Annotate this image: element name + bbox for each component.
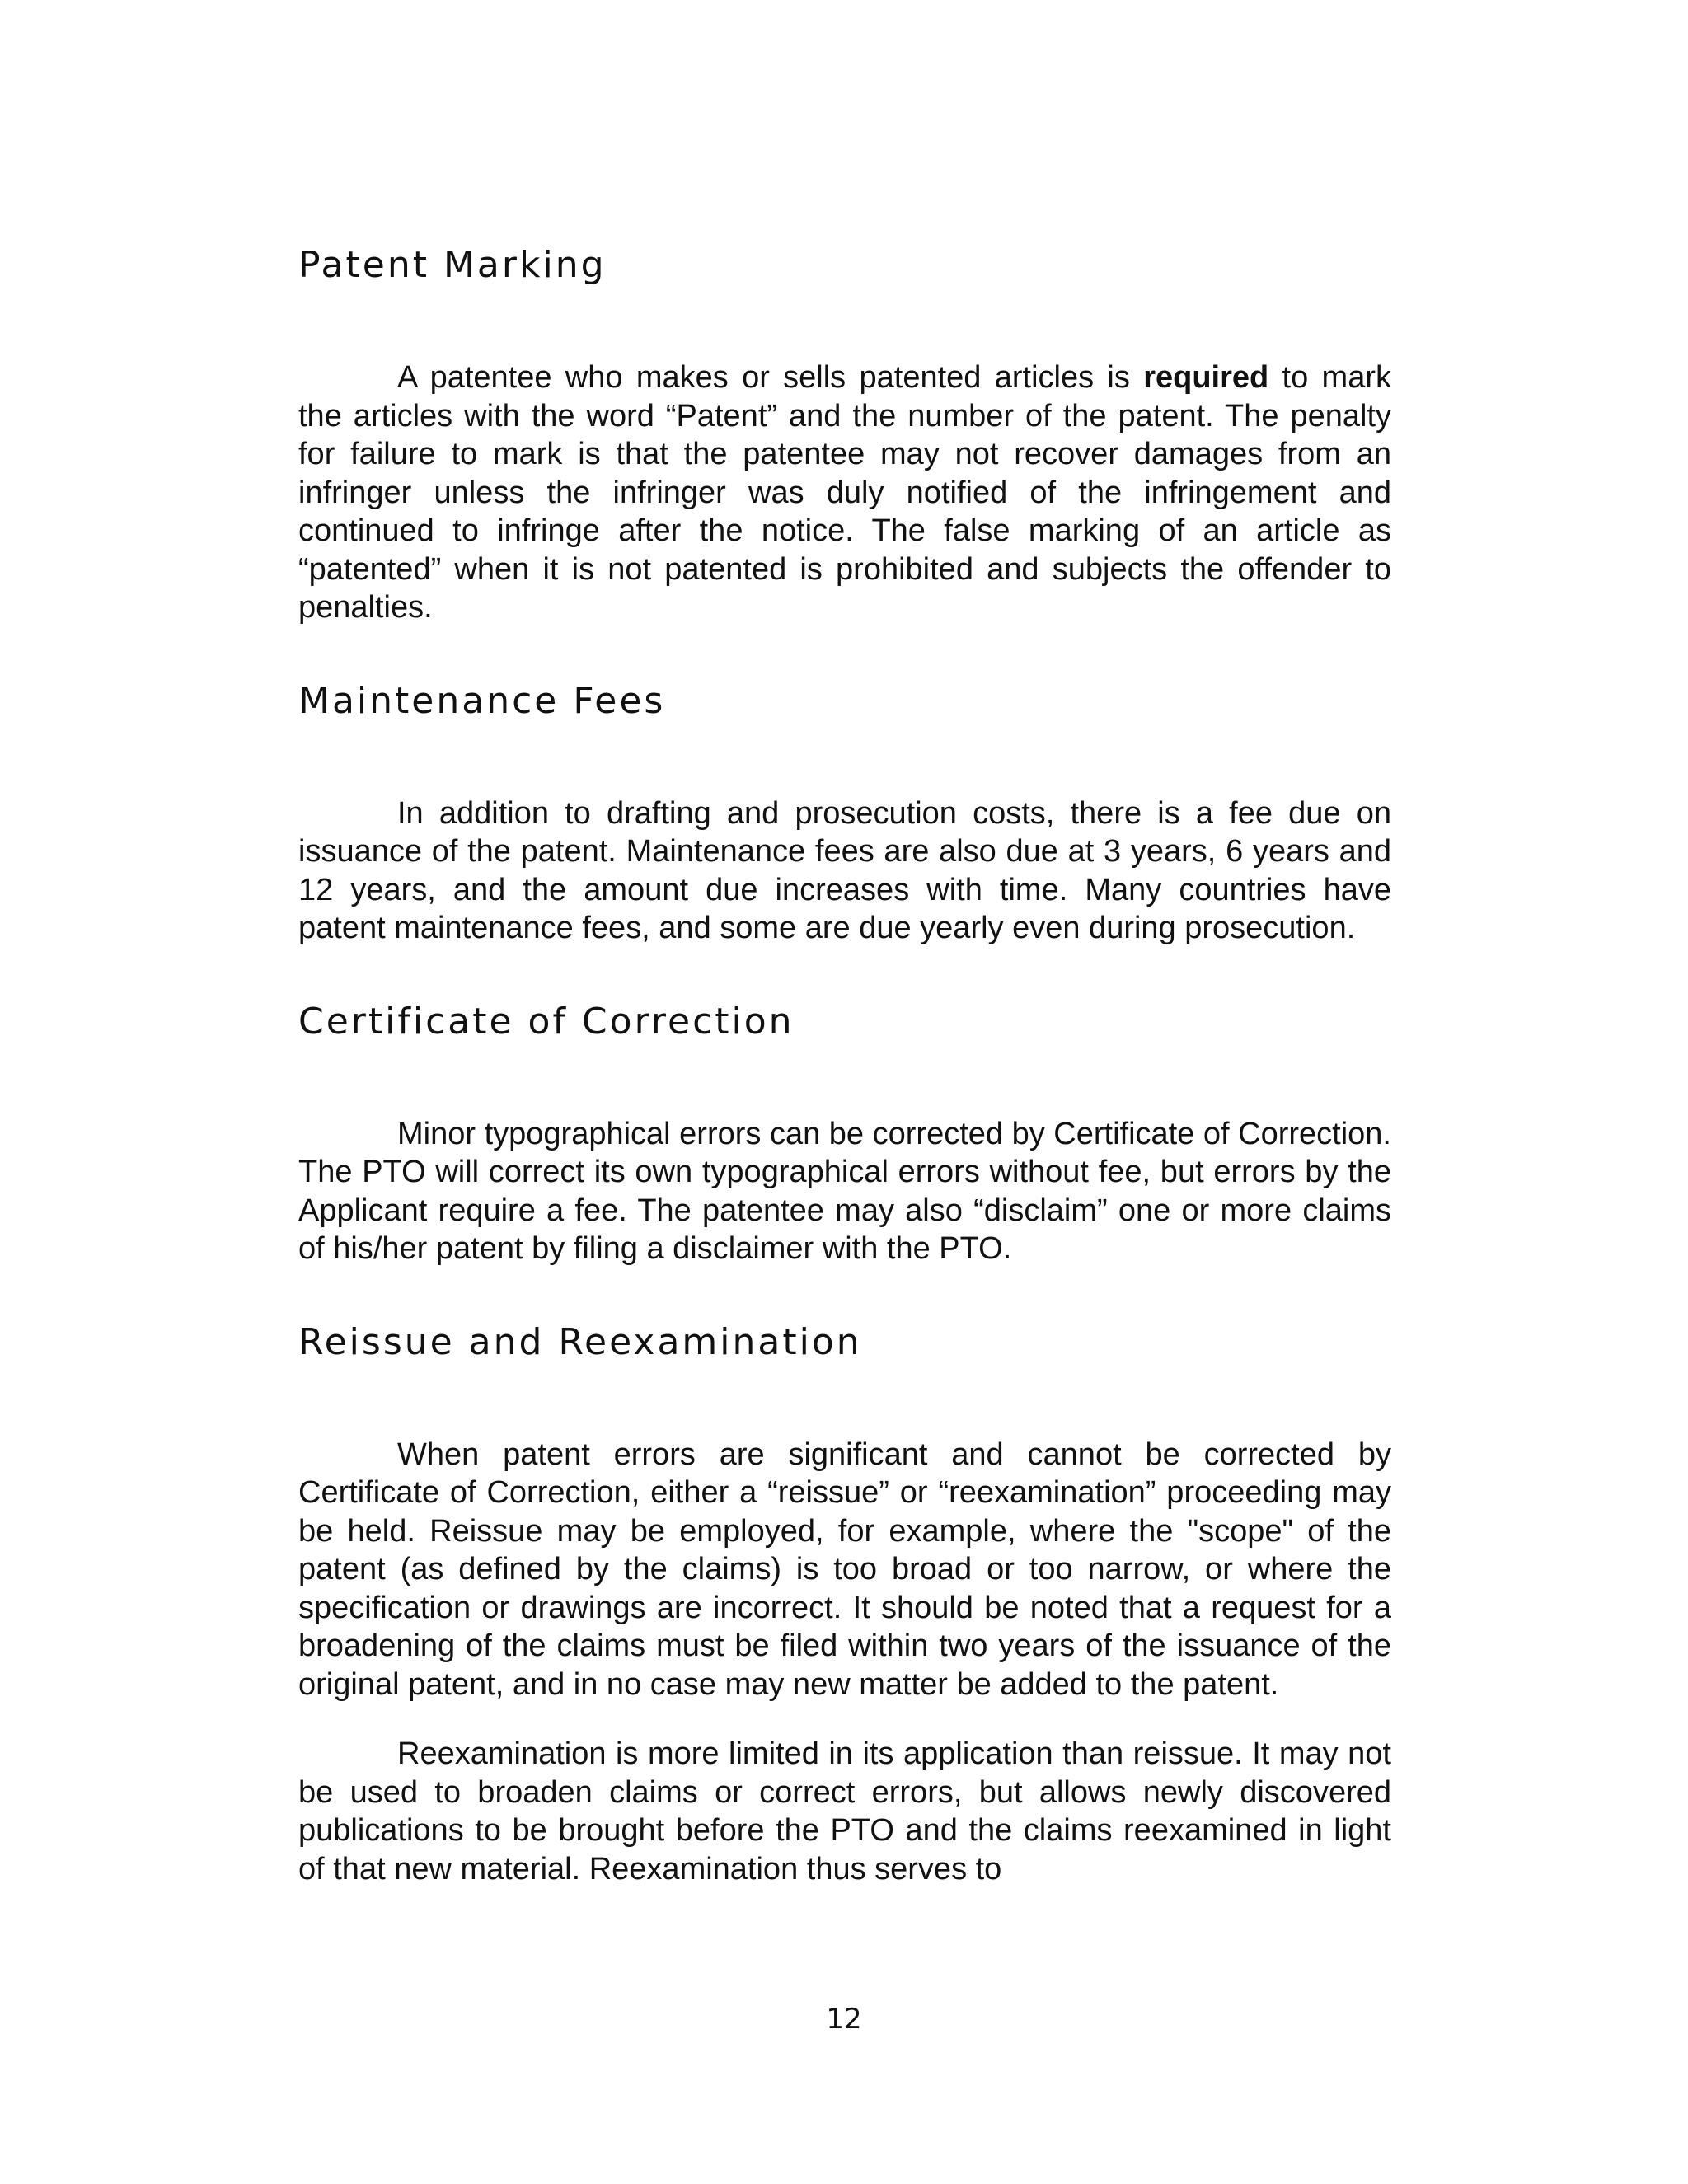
section-reissue-and-reexamination	[298, 1318, 1391, 1889]
paragraph-text: to mark the articles with the word “Patent” and the number of the patent. The penalty for failure to mark is that the patentee may not recover damages from an infringer unless the infringer was duly notified of the infringement and continued to infringe after the notice. The false marking of an article as “patented” when it is not patented is prohibited and subjects the offender to penalties.	[298, 360, 1392, 625]
section-maintenance-fees	[298, 677, 1391, 948]
section-certificate-of-correction	[298, 997, 1391, 1268]
body-paragraph	[298, 359, 1391, 627]
paragraph-text: A patentee who makes or sells patented articles is	[397, 360, 1144, 395]
section-heading: Reissue and Reexamination	[298, 1320, 862, 1363]
body-paragraph: Minor typographical errors can be corrected by Certificate of Correction. The PTO will correct its own typographical errors without fee, but errors by the Applicant require a fee. The patentee may also “disclaim” one or more claims of his/her patent by filing a disclaimer with the PTO.	[298, 1116, 1391, 1266]
section-patent-marking	[298, 241, 1391, 627]
bold-emphasis: required	[1143, 360, 1269, 395]
section-heading: Maintenance Fees	[298, 679, 666, 722]
body-paragraph: When patent errors are significant and cannot be corrected by Certificate of Correction, either a “reissue” or “reexamination” proceeding may be held. Reissue may be employed, for example, where the "scope" of the patent (as defined by the claims) is too broad or too narrow, or where the specification or drawings are incorrect. It should be noted that a request for a broadening of the claims must be filed within two years of the issuance of the original patent, and in no case may new matter be added to the patent.	[298, 1436, 1391, 1702]
body-paragraph: Reexamination is more limited in its application than reissue. It may not be used to broaden claims or correct errors, but allows newly discovered publications to be brought before the PTO and the claims reexamined in light of that new material. Reexamination thus serves to	[298, 1736, 1391, 1886]
body-paragraph: In addition to drafting and prosecution costs, there is a fee due on issuance of the patent. Maintenance fees are also due at 3 years, 6 years and 12 years, and the amount due increases with time. Many countries have patent maintenance fees, and some are due yearly even during prosecution.	[298, 795, 1391, 945]
page-content	[298, 241, 1391, 1888]
section-heading: Certificate of Correction	[298, 1000, 795, 1043]
page-number: 12	[826, 2003, 862, 2036]
section-heading: Patent Marking	[298, 244, 607, 286]
